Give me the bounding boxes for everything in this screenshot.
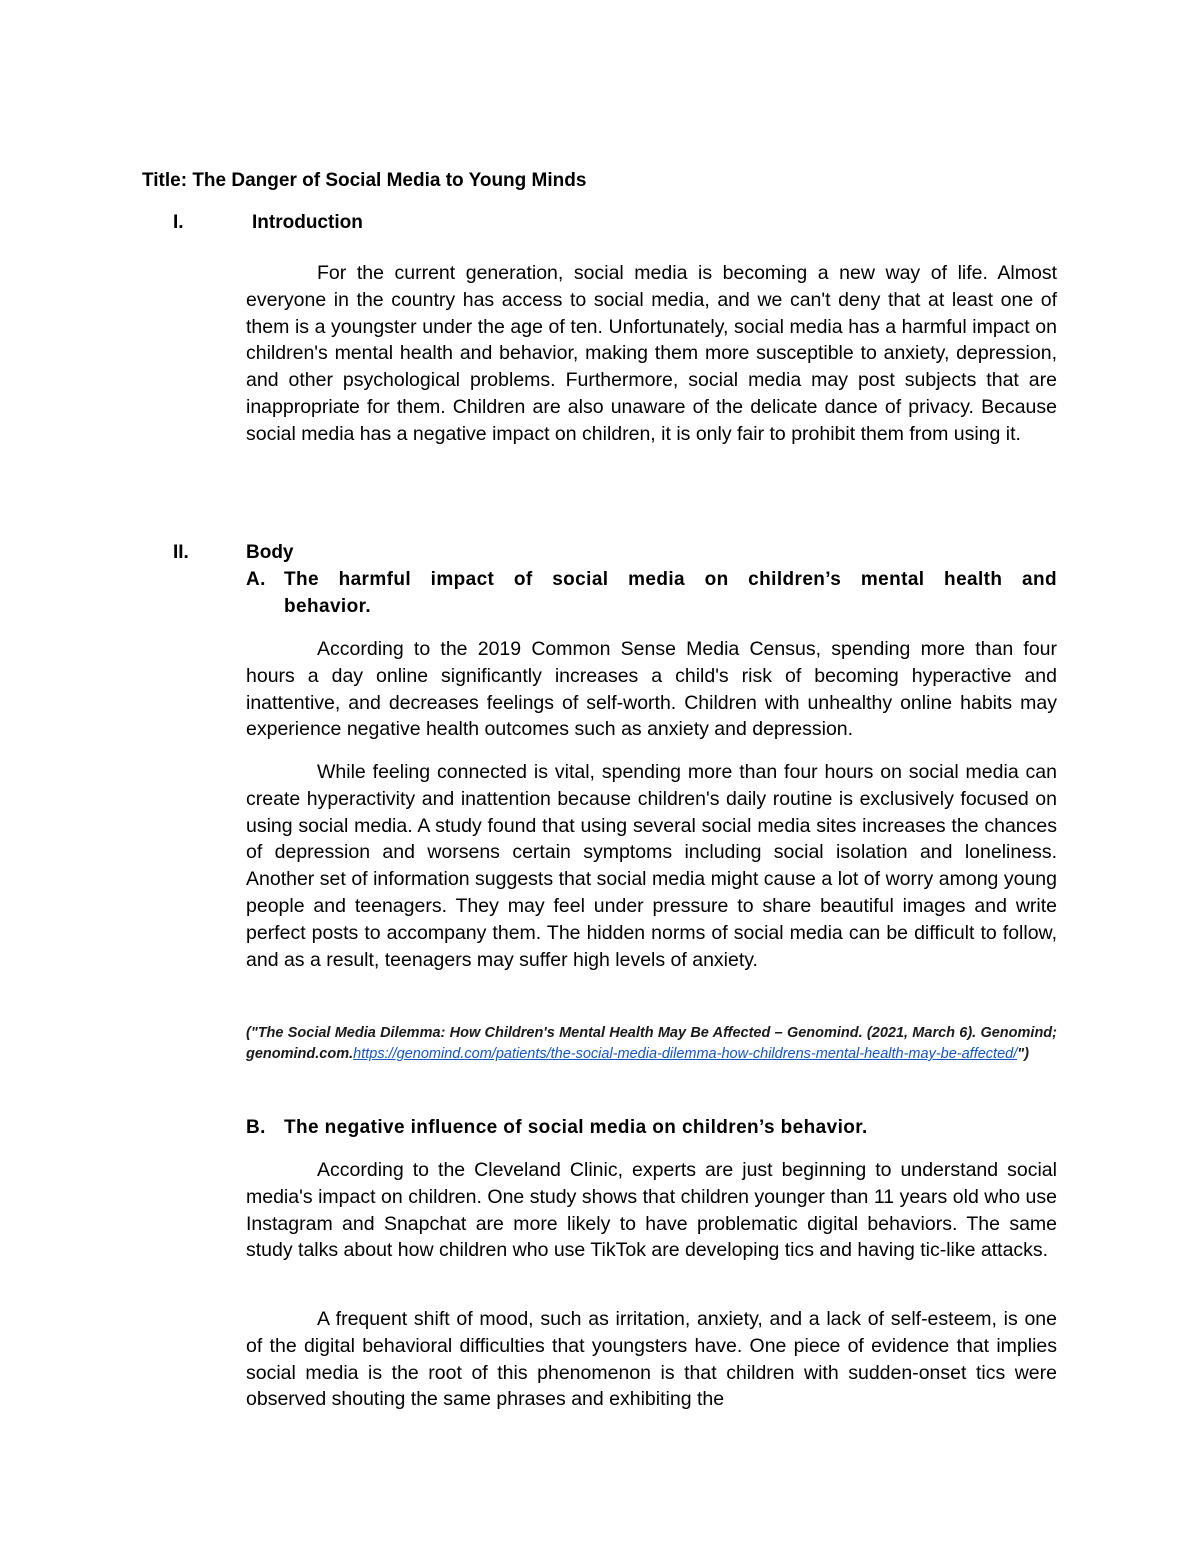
citation-close: ") xyxy=(1017,1046,1029,1062)
subsection-b-letter: B. xyxy=(246,1117,266,1138)
citation-link[interactable]: https://genomind.com/patients/the-social-media-dilemma-how-childrens-mental-health-may-be-affected/ xyxy=(353,1046,1018,1062)
subsection-a-title: The harmful impact of social media on children’s mental health and behavior. xyxy=(284,569,1057,617)
subsection-b-heading xyxy=(246,1115,1057,1142)
subsection-a-paragraph-1: According to the 2019 Common Sense Media Census, spending more than four hours a day online significantly increases a child's risk of becoming hyperactive and inattentive, and decreases feelings of self-worth. Children with unhealthy online habits may experience negative health outcomes such as anxiety and depression. xyxy=(246,638,1057,741)
section-1-heading: Introduction xyxy=(252,212,363,233)
citation xyxy=(246,1023,1057,1065)
subsection-b-paragraph-1: According to the Cleveland Clinic, experts are just beginning to understand social media's impact on children. One study shows that children younger than 11 years old who use Instagram and Snapchat are more likely to have problematic digital behaviors. The same study talks about how children who use TikTok are developing tics and having tic-like attacks. xyxy=(246,1159,1057,1262)
subsection-a-letter: A. xyxy=(246,569,266,590)
section-1-number: I. xyxy=(173,212,184,233)
subsection-a-heading xyxy=(246,567,1057,621)
intro-paragraph: For the current generation, social media is becoming a new way of life. Almost everyone in the country has access to social media, and we can't deny that at least one of them is a youngster under the age of ten. Unfortunately, social media has a harmful impact on children's mental health and behavior, making them more susceptible to anxiety, depression, and other psychological problems. Furthermore, social media may post subjects that are inappropriate for them. Children are also unaware of the delicate dance of privacy. Because social media has a negative impact on children, it is only fair to prohibit them from using it. xyxy=(246,262,1057,445)
subsection-b-title: The negative influence of social media on children’s behavior. xyxy=(284,1117,868,1138)
subsection-a-paragraph-2: While feeling connected is vital, spending more than four hours on social media can create hyperactivity and inattention because children's daily routine is exclusively focused on using social media. A study found that using several social media sites increases the chances of depression and worsens certain symptoms including social isolation and loneliness. Another set of information suggests that social media might cause a lot of worry among young people and teenagers. They may feel under pressure to share beautiful images and write perfect posts to accompany them. The hidden norms of social media can be difficult to follow, and as a result, teenagers may suffer high levels of anxiety. xyxy=(246,761,1057,971)
section-2-heading: Body xyxy=(246,542,294,563)
citation-text: ("The Social Media Dilemma: How Children's Mental Health May Be Affected – Genomind. (2021, March 6). Genomind; genomind.com. xyxy=(246,1025,1057,1062)
subsection-b-paragraph-2: A frequent shift of mood, such as irritation, anxiety, and a lack of self-esteem, is one of the digital behavioral difficulties that youngsters have. One piece of evidence that implies social media is the root of this phenomenon is that children with sudden-onset tics were observed shouting the same phrases and exhibiting the xyxy=(246,1308,1057,1411)
section-2-number: II. xyxy=(173,542,189,563)
document-title: Title: The Danger of Social Media to Young Minds xyxy=(142,170,587,191)
